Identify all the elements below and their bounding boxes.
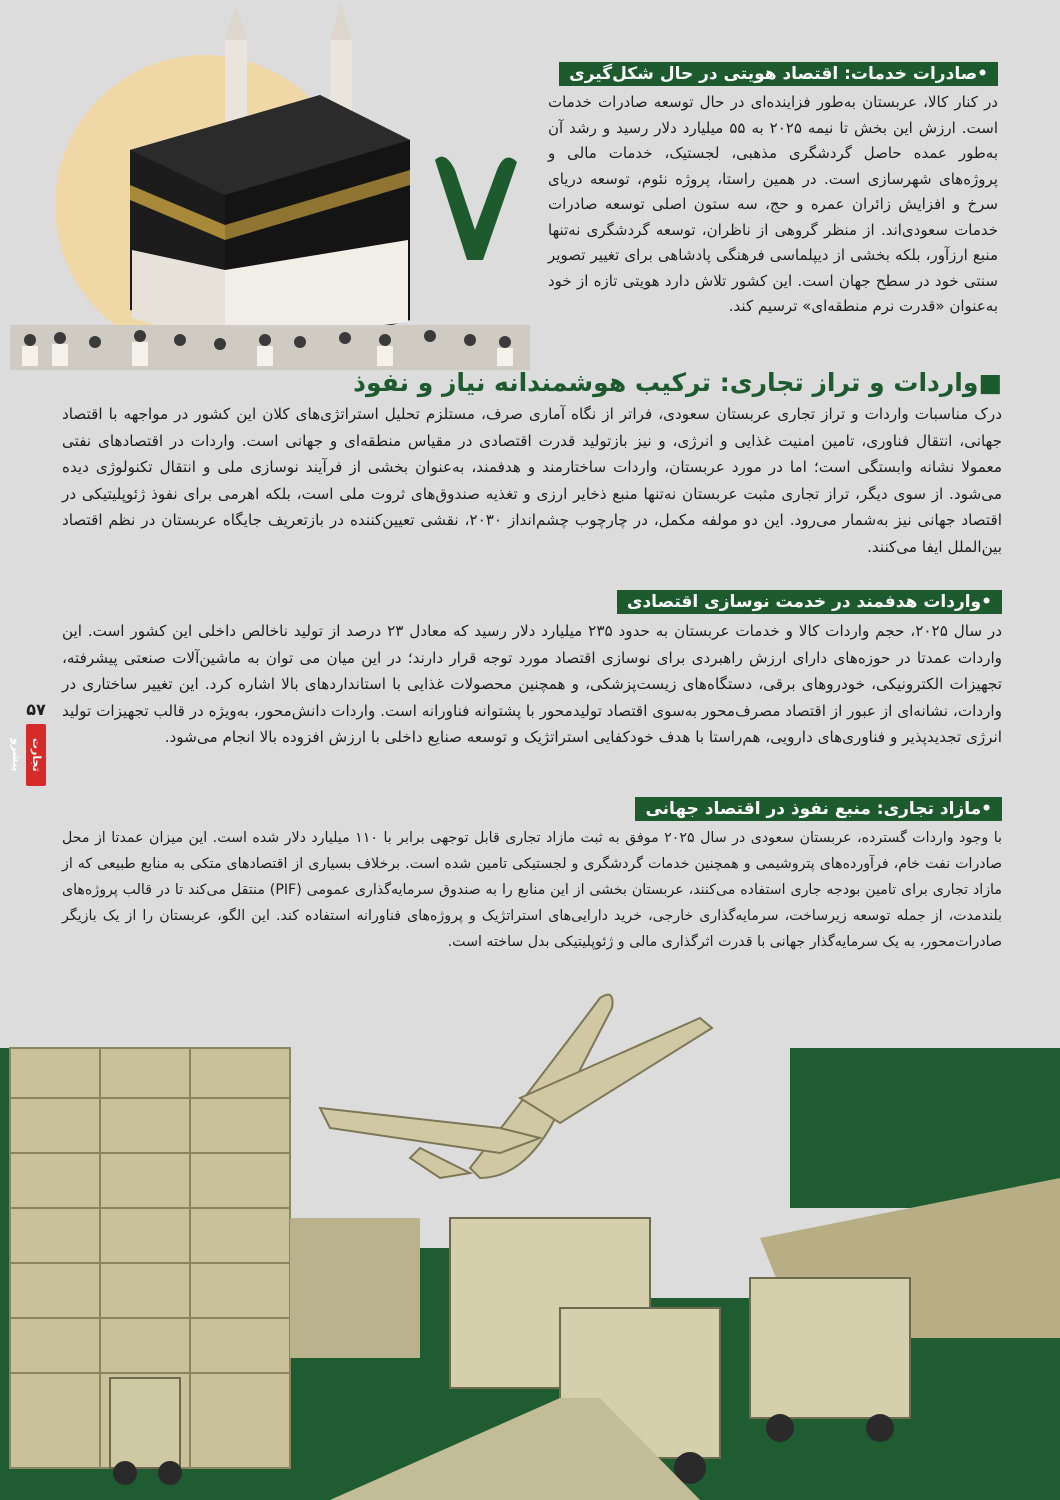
brand-logo: تجارت‌ پیشرو xyxy=(26,724,46,786)
page-number: ۵۷ xyxy=(26,700,46,719)
section-body: در کنار کالا، عربستان به‌طور فزاینده‌ای در حال توسعه صادرات خدمات است. ارزش این بخش تا نیمه ۲۰۲۵ به ۵۵ میلیارد دلار رسید و رشد آن به‌طور عمده حاصل گردشگری مذهبی، لجستیک، خدمات مالی و پروژه‌های شهرسازی است. در همین راستا، پروژه نئوم، توسعه دریای سرخ و افزایش زائران عمره و حج، سه ستون اصلی توسعه صادرات خدمات سعودی‌اند. از منظر گروهی از ناظران، توسعه گردشگری نه‌تنها منبع ارزآور، بلکه بخشی از دیپلماسی فرهنگی پادشاهی برای تغییر تصویر سنتی خود در سطح جهان است. این کشور تلاش دارد هویتی تازه از خود به‌عنوان «قدرت نرم منطقه‌ای» ترسیم کند. xyxy=(548,93,998,315)
section-body: درک مناسبات واردات و تراز تجاری عربستان سعودی، فراتر از نگاه آماری صرف، مستلزم تحلیل استراتژی‌های کلان این کشور در مواجهه با اقتصاد جهانی، انتقال فناوری، تامین امنیت غذایی و انرژی، و نیز بازتولید قدرت اقتصادی در مقیاس منطقه‌ای و جهانی است. واردات در اقتصادهای نفتی معمولا نشانه وابستگی است؛ اما در مورد عربستان، واردات ساختارمند و هدفمند، به‌عنوان بخشی از فرآیند نوسازی ملی و انتقال تکنولوژی دیده می‌شود. از سوی دیگر، تراز تجاری مثبت عربستان نه‌تنها منبع ذخایر ارزی و تغذیه صندوق‌های ثروت ملی است، بلکه اهرمی برای نفوذ ژئوپلیتیکی در اقتصاد جهانی نیز به‌شمار می‌رود. این دو مولفه مکمل، در چارچوب چشم‌انداز ۲۰۳۰، نقشی تعیین‌کننده در بازتعریف جایگاه عربستان در نظم اقتصاد بین‌الملل ایفا می‌کنند. xyxy=(62,405,1002,556)
section-targeted-imports xyxy=(62,590,1002,751)
section-body: با وجود واردات گسترده، عربستان سعودی در سال ۲۰۲۵ موفق به ثبت مازاد تجاری قابل توجهی برابر با ۱۱۰ میلیارد دلار شده است. این میزان عمدتا از محل صادرات نفت خام، فرآورده‌های پتروشیمی و همچنین خدمات گردشگری و لجستیکی تامین شده است. برخلاف بسیاری از اقتصادهای متکی به منابع طبیعی که از مازاد تجاری برای تامین بودجه جاری استفاده می‌کنند، عربستان بخشی از این منابع را به صندوق سرمایه‌گذاری عمومی (PIF) منتقل می‌کند تا در قالب پروژه‌های بلندمدت، از جمله توسعه زیرساخت، سرمایه‌گذاری خارجی، خرید دارایی‌های استراتژیک و پروژه‌های فناورانه استفاده کند. این الگو، عربستان را از یک بازیگر صادرات‌محور، به یک سرمایه‌گذار جهانی با قدرت اثرگذاری مالی و ژئوپلیتیکی بدل ساخته است. xyxy=(62,830,1002,950)
section-heading: ■واردات و تراز تجاری: ترکیب هوشمندانه نیاز و نفوذ xyxy=(353,368,1002,397)
section-body: در سال ۲۰۲۵، حجم واردات کالا و خدمات عربستان به حدود ۲۳۵ میلیارد دلار رسید که معادل ۲۳ درصد از تولید ناخالص داخلی این کشور است. این واردات عمدتا در حوزه‌های دارای ارزش راهبردی برای نوسازی اقتصاد مورد توجه قرار دارند؛ در این میان می توان به ماشین‌آلات صنعتی پیشرفته، تجهیزات الکترونیکی، خودروهای برقی، دستگاه‌های زیست‌پزشکی، و همچنین محصولات غذایی با استانداردهای بالا اشاره کرد. این تغییر ساختاری در واردات، نشانه‌ای از عبور از اقتصاد مصرف‌محور به‌سوی اقتصاد تولیدمحور با پشتوانه فناورانه است. واردات دانش‌محور، به‌ویژه در قالب تجهیزات تولید انرژی تجدیدپذیر و فناوری‌های دارویی، هم‌راستا با هدف خودکفایی استراتژیک و توسعه صنایع داخلی با ارزش افزوده بالا انجام می‌شود. xyxy=(62,622,1003,746)
section-heading: •واردات هدفمند در خدمت نوسازی اقتصادی xyxy=(617,590,1002,614)
section-imports-trade-balance xyxy=(62,368,1002,560)
section-services-exports xyxy=(548,62,998,320)
section-heading: •صادرات خدمات: اقتصاد هویتی در حال شکل‌گیری xyxy=(559,62,998,86)
section-trade-surplus xyxy=(62,797,1002,955)
section-number-glyph xyxy=(425,140,525,270)
section-heading: •مازاد تجاری: منبع نفوذ در اقتصاد جهانی xyxy=(635,797,1002,821)
trade-logistics-illustration xyxy=(0,978,1060,1500)
